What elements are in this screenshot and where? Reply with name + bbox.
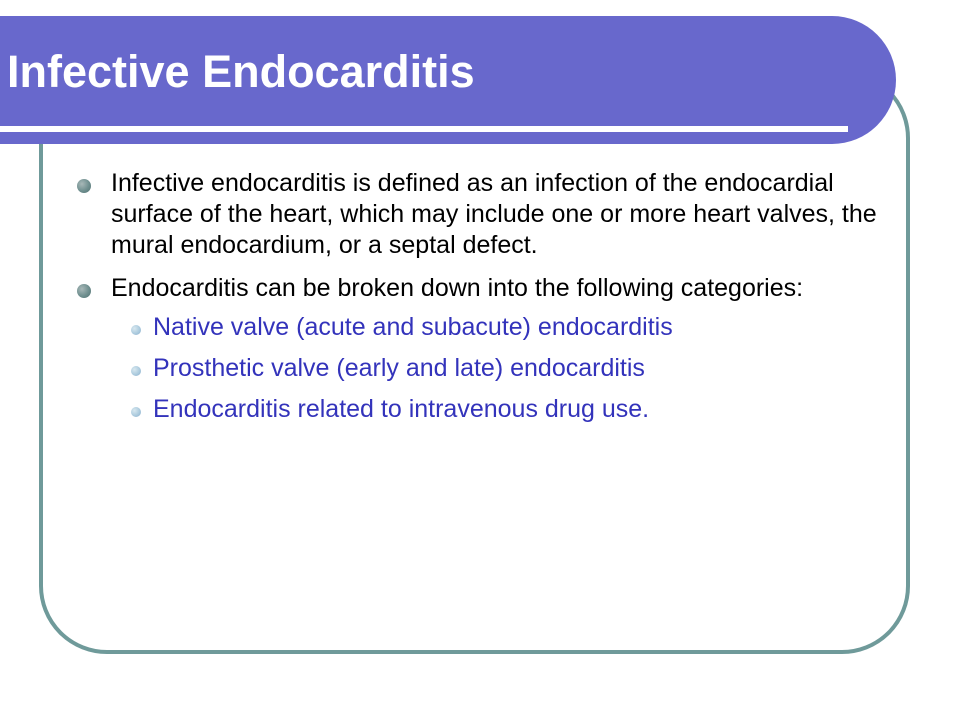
bullet-item (75, 168, 895, 261)
sub-bullet-item (111, 353, 895, 384)
title-bar (0, 16, 896, 144)
sub-bullet-text: Prosthetic valve (early and late) endocarditis (153, 354, 645, 382)
title-underline (0, 126, 848, 132)
bullet-text: Infective endocarditis is defined as an infection of the endocardial surface of the heart, which may include one or more heart valves, the mural endocardium, or a septal defect. (111, 169, 877, 259)
sub-bullet-item (111, 312, 895, 343)
sub-bullet-text: Endocarditis related to intravenous drug use. (153, 395, 650, 423)
bullet-text: Endocarditis can be broken down into the following categories: (111, 274, 804, 302)
sub-bullet-icon (131, 407, 141, 417)
bullet-list (75, 168, 895, 437)
bullet-item (75, 273, 895, 425)
sub-bullet-list (111, 312, 895, 425)
slide-title: Infective Endocarditis (7, 46, 475, 97)
sub-bullet-text: Native valve (acute and subacute) endocarditis (153, 313, 673, 341)
sub-bullet-icon (131, 366, 141, 376)
bullet-icon (77, 284, 91, 298)
sub-bullet-item (111, 394, 895, 425)
sub-bullet-icon (131, 325, 141, 335)
bullet-icon (77, 179, 91, 193)
